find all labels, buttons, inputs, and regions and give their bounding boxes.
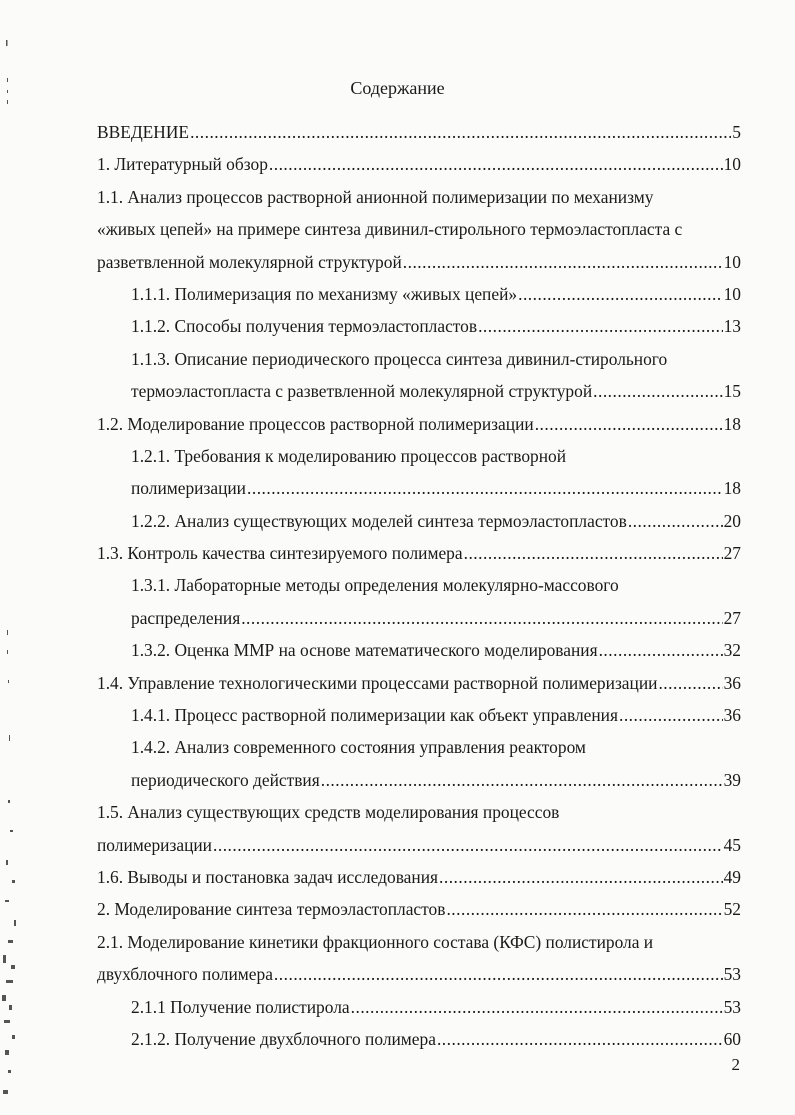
toc-entry-continuation [97, 343, 741, 375]
toc-entry-text: распределения [131, 607, 241, 628]
toc-page-number: 20 [723, 510, 741, 531]
toc-entry-text: 2.1.2. Получение двухблочного полимера [131, 1028, 436, 1049]
toc-page-number: 36 [723, 672, 741, 693]
toc-entry [97, 699, 741, 731]
scan-edge-artifacts [0, 0, 40, 1115]
toc-entry-text: 2.1.1 Получение полистирола [131, 996, 350, 1017]
toc-page-number: 10 [723, 251, 741, 272]
toc-entry [97, 602, 741, 634]
toc-entry-text: периодического действия [131, 769, 320, 790]
dot-leader [593, 375, 722, 407]
toc-page-number: 32 [723, 640, 741, 661]
toc-entry [97, 634, 741, 666]
toc-entry-text: 1.4. Управление технологическими процессами растворной полимеризации [97, 672, 658, 693]
toc-entry-text: 1.1.3. Описание периодического процесса синтеза дивинил-стирольного [131, 348, 668, 369]
toc-entry-continuation [97, 796, 741, 828]
toc-page-number: 10 [723, 154, 741, 175]
toc-entry-text: 1.6. Выводы и постановка задач исследования [97, 866, 439, 887]
page-number: 2 [731, 1055, 740, 1074]
toc-entry-text: «живых цепей» на примере синтеза дивинил-стирольного термоэластопласта с [97, 219, 683, 240]
dot-leader [535, 408, 723, 440]
toc-entry-text: 1. Литературный обзор [97, 154, 268, 175]
toc-entry-text: 1.5. Анализ существующих средств моделирования процессов [97, 802, 560, 823]
toc-entry-text: 1.4.2. Анализ современного состояния управления реактором [131, 737, 586, 758]
toc-entry [97, 116, 741, 148]
toc-page-number: 15 [723, 381, 741, 402]
toc-page-number: 27 [723, 543, 741, 564]
toc-page-number: 53 [723, 964, 741, 985]
toc-entry [97, 764, 741, 796]
toc-page-number: 5 [732, 122, 741, 142]
toc-entry [97, 667, 741, 699]
dot-leader [619, 699, 723, 731]
toc-entry-text: 1.3.2. Оценка ММР на основе математического моделирования [131, 640, 598, 661]
page-title: Содержание [350, 78, 445, 98]
toc-entry [97, 537, 741, 569]
toc-entry-text: ВВЕДЕНИЕ [97, 122, 190, 142]
dot-leader [439, 861, 723, 893]
dot-leader [464, 537, 723, 569]
toc-entry [97, 246, 741, 278]
toc-entry-text: 1.2.2. Анализ существующих моделей синтеза термоэластопластов [131, 510, 627, 531]
dot-leader [247, 472, 723, 504]
toc-entry [97, 148, 741, 180]
dot-leader [628, 505, 723, 537]
dot-leader [658, 667, 722, 699]
toc-page-number: 18 [723, 413, 741, 434]
dot-leader [518, 278, 723, 310]
toc-page-number: 45 [723, 834, 741, 855]
toc-entry [97, 408, 741, 440]
toc-entry-text: 1.1. Анализ процессов растворной анионной полимеризации по механизму [97, 186, 654, 207]
toc-entry-continuation [97, 926, 741, 958]
dot-leader [274, 958, 723, 990]
toc-page-number: 39 [723, 769, 741, 790]
toc-entry-text: 1.1.1. Полимеризация по механизму «живых цепей» [131, 283, 518, 304]
toc-page-number: 13 [723, 316, 741, 337]
toc-entry-text: 1.2.1. Требования к моделированию процессов растворной [131, 445, 567, 466]
toc-entry [97, 1023, 741, 1055]
dot-leader [599, 634, 723, 666]
toc-entry-continuation [97, 440, 741, 472]
toc-entry-text: полимеризации [97, 834, 212, 855]
toc-entry-text: 1.2. Моделирование процессов растворной полимеризации [97, 413, 534, 434]
dot-leader [351, 991, 723, 1023]
toc-entry-text: 1.3.1. Лабораторные методы определения молекулярно-массового [131, 575, 619, 596]
toc-entry [97, 472, 741, 504]
toc-entry-text: разветвленной молекулярной структурой [97, 251, 402, 272]
toc-entry-text: 1.1.2. Способы получения термоэластопластов [131, 316, 478, 337]
toc-entry [97, 893, 741, 925]
toc-entry [97, 829, 741, 861]
toc-entry [97, 991, 741, 1023]
toc-page-number: 52 [723, 899, 741, 920]
dot-leader [213, 829, 723, 861]
toc-entry-continuation [97, 731, 741, 763]
toc-page-number: 18 [723, 478, 741, 499]
toc-page-number: 60 [723, 1028, 741, 1049]
toc-page-number: 27 [723, 607, 741, 628]
toc-page-number: 53 [723, 996, 741, 1017]
toc-entry-text: 2. Моделирование синтеза термоэластопластов [97, 899, 446, 920]
toc-entry-text: двухблочного полимера [97, 964, 273, 985]
dot-leader [446, 893, 722, 925]
dot-leader [269, 148, 723, 180]
toc-entry [97, 375, 741, 407]
dot-leader [321, 764, 723, 796]
toc-entry-continuation [97, 213, 741, 245]
toc-entry-text: 2.1. Моделирование кинетики фракционного состава (КФС) полистирола и [97, 931, 654, 952]
toc-entry-text: термоэластопласта с разветвленной молекулярной структурой [131, 381, 593, 402]
dot-leader [478, 310, 723, 342]
toc-entry [97, 958, 741, 990]
toc-entry [97, 505, 741, 537]
dot-leader [403, 246, 723, 278]
toc-entry-continuation [97, 181, 741, 213]
dot-leader [190, 116, 731, 148]
toc-entry-continuation [97, 569, 741, 601]
dot-leader [241, 602, 722, 634]
toc-entry-text: 1.4.1. Процесс растворной полимеризации как объект управления [131, 705, 618, 726]
table-of-contents [97, 116, 741, 1055]
dot-leader [437, 1023, 723, 1055]
toc-entry-text: 1.3. Контроль качества синтезируемого полимера [97, 543, 463, 564]
toc-entry-text: полимеризации [131, 478, 246, 499]
toc-page-number: 49 [723, 866, 741, 887]
toc-entry [97, 310, 741, 342]
toc-entry [97, 861, 741, 893]
toc-entry [97, 278, 741, 310]
toc-page-number: 36 [723, 705, 741, 726]
toc-page-number: 10 [723, 283, 741, 304]
